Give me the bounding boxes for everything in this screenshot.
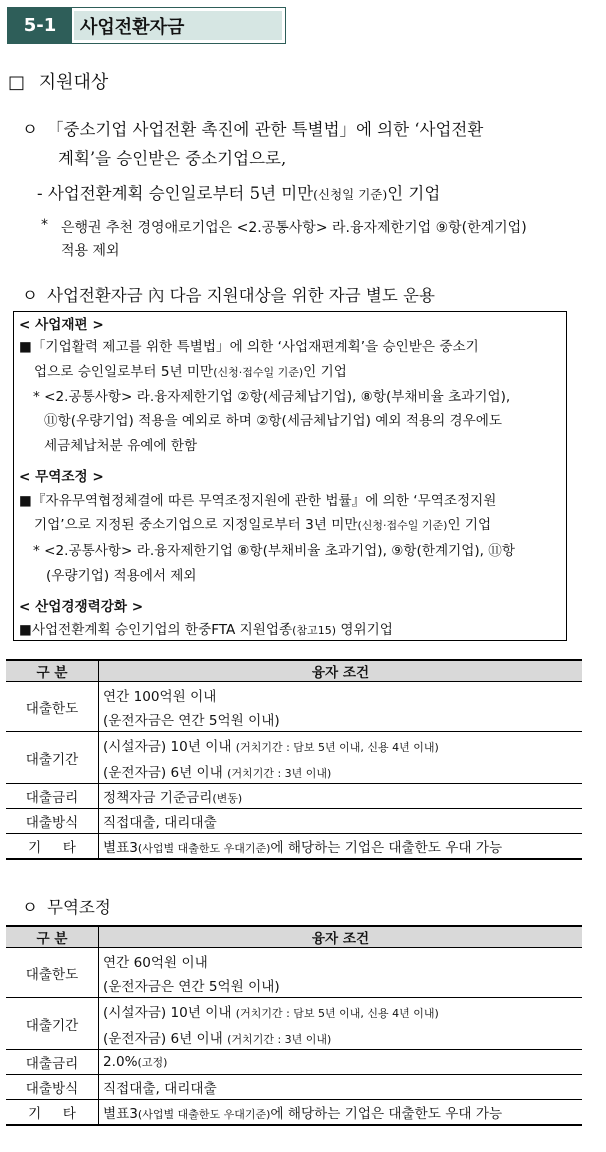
header-terms: 융자 조건 [99,660,583,682]
intro-line-1: 「중소기업 사업전환 촉진에 관한 특별법」에 의한 ‘사업전환 [47,120,484,139]
section-number: 5-1 [8,8,72,43]
restructure-line-2: 업으로 승인일로부터 5년 미만(신청·접수일 기준)인 기업 [34,364,347,380]
period-label: 대출기간 [6,732,99,784]
rate-label: 대출금리 [6,784,99,809]
target-heading [8,68,108,94]
etc-label: 기 타 [6,1100,99,1125]
section-title: 사업전환자금 [74,11,282,40]
trade-heading: < 무역조정 > [19,469,104,485]
period-label: 대출기간 [6,998,99,1050]
trade-line-1: ■『자유무역협정체결에 따른 무역조정지원에 관한 법률』에 의한 ‘무역조정지원 [19,493,497,509]
table-row [6,784,582,809]
intro-line-2: 계획’을 승인받은 중소기업으로, [58,149,287,168]
table-row [6,1075,582,1100]
etc-label: 기 타 [6,834,99,859]
table-row [6,732,582,784]
etc-value: 별표3(사업별 대출한도 우대기준)에 해당하는 기업은 대출한도 우대 가능 [99,1100,583,1125]
intro-dash-line: - 사업전환계획 승인일로부터 5년 미만(신청일 기준)인 기업 [37,184,441,203]
section-header [7,7,286,44]
etc-value: 별표3(사업별 대출한도 우대기준)에 해당하는 기업은 대출한도 우대 가능 [99,834,583,859]
industry-line-1: ■사업전환계획 승인기업의 한중FTA 지원업종(참고15) 영위기업 [19,622,393,638]
target-heading-text: 지원대상 [38,72,109,93]
table-row [6,948,582,998]
trade-line-3: * <2.공통사항> 라.융자제한기업 ⑧항(부채비율 초과기업), ⑨항(한계기업), ⑪항 [33,543,516,559]
industry-heading: < 산업경쟁력강화 > [19,599,144,615]
limit-label: 대출한도 [6,682,99,732]
loan-terms-table-1 [6,659,582,860]
limit-value: 연간 100억원 이내 (운전자금은 연간 5억원 이내) [99,682,583,732]
table-row [6,682,582,732]
limit-label: 대출한도 [6,948,99,998]
table-row [6,1050,582,1075]
separate-bullet: ㅇ [22,286,38,305]
method-value: 직접대출, 대리대출 [99,809,583,834]
restructure-line-3: * <2.공통사항> 라.융자제한기업 ②항(세금체납기업), ⑧항(부채비율 초과기업), [33,389,511,405]
note-line-1: 은행권 추천 경영애로기업은 <2.공통사항> 라.융자제한기업 ⑨항(한계기업) [61,220,527,236]
rate-label: 대출금리 [6,1050,99,1075]
checkbox-square-icon: □ [8,72,26,93]
table-row [6,809,582,834]
restructure-line-4: ⑪항(우량기업) 적용을 예외로 하며 ②항(세금체납기업) 예외 적용의 경우에도 [44,413,503,429]
support-target-box [13,311,567,641]
rate-value: 정책자금 기준금리(변동) [99,784,583,809]
trade-section-heading: 무역조정 [47,898,111,917]
restructure-line-1: ■「기업활력 제고를 위한 특별법」에 의한 ‘사업재편계획’을 승인받은 중소기 [19,339,479,355]
intro-bullet: ㅇ [22,120,38,139]
table-row [6,998,582,1050]
note-line-2: 적용 제외 [61,243,120,259]
restructure-heading: < 사업재편 > [19,317,104,333]
method-label: 대출방식 [6,809,99,834]
header-terms: 융자 조건 [99,926,583,948]
header-category: 구 분 [6,926,99,948]
method-label: 대출방식 [6,1075,99,1100]
period-value: (시설자금) 10년 이내 (거치기간 : 담보 5년 이내, 신용 4년 이내) (운전자금) 6년 이내 (거치기간 : 3년 이내) [99,732,583,784]
table-row [6,1100,582,1125]
note-star: * [41,217,48,233]
method-value: 직접대출, 대리대출 [99,1075,583,1100]
table-row [6,834,582,859]
rate-value: 2.0%(고정) [99,1050,583,1075]
restructure-line-5: 세금체납처분 유예에 한함 [44,438,198,454]
header-category: 구 분 [6,660,99,682]
trade-line-2: 기업’으로 지정된 중소기업으로 지정일로부터 3년 미만(신청·접수일 기준)인 기업 [34,517,492,533]
limit-value: 연간 60억원 이내 (운전자금은 연간 5억원 이내) [99,948,583,998]
period-value: (시설자금) 10년 이내 (거치기간 : 담보 5년 이내, 신용 4년 이내) (운전자금) 6년 이내 (거치기간 : 3년 이내) [99,998,583,1050]
trade-section-bullet: ㅇ [22,898,38,917]
separate-text: 사업전환자금 內 다음 지원대상을 위한 자금 별도 운용 [47,286,435,305]
trade-line-4: (우량기업) 적용에서 제외 [46,568,197,584]
loan-terms-table-2 [6,925,582,1126]
